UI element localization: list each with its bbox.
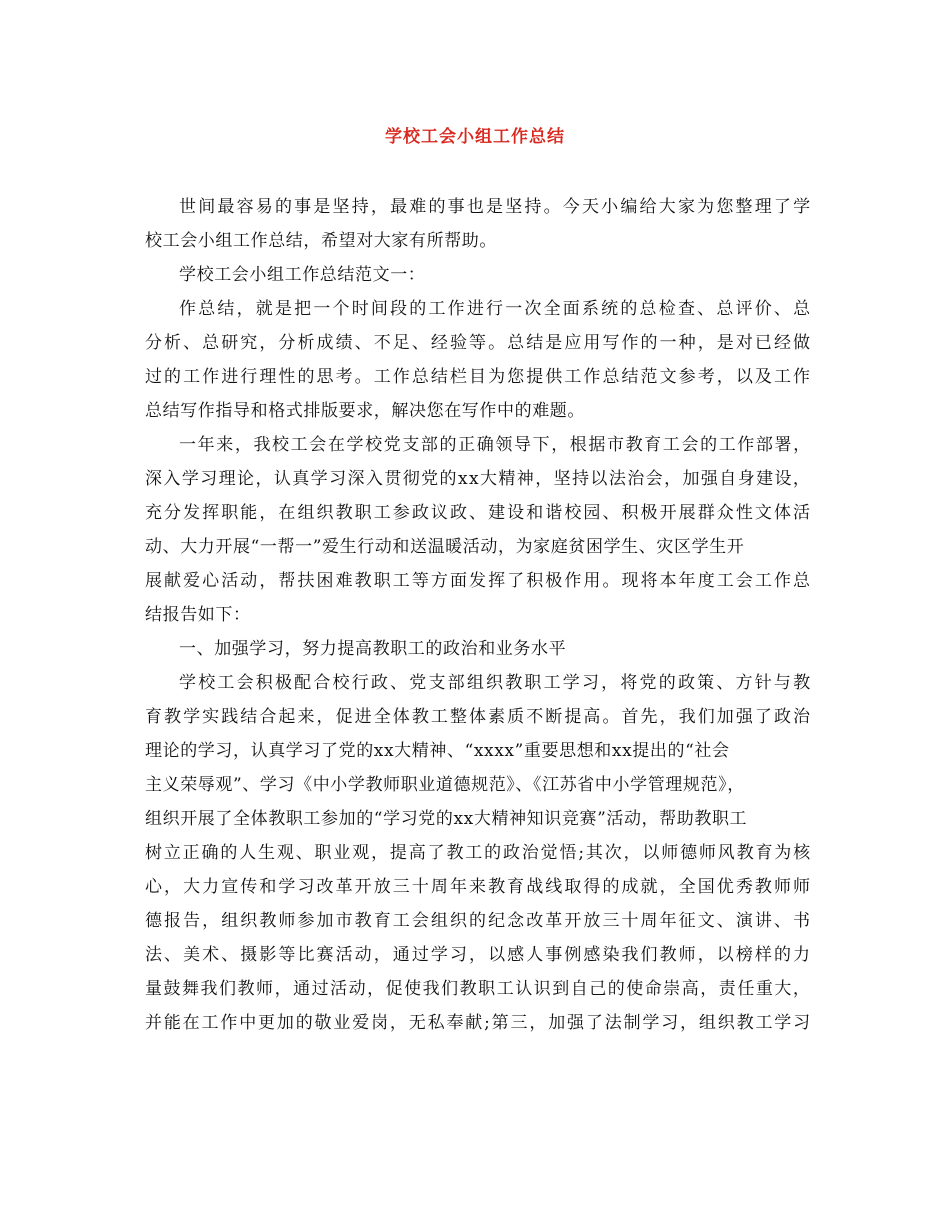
text-line: 分析、总研究，分析成绩、不足、经验等。总结是应用写作的一种，是对已经做 <box>145 333 813 353</box>
text-line: 总结写作指导和格式排版要求，解决您在写作中的难题。 <box>145 401 585 421</box>
text-line: 量鼓舞我们教师，通过活动，促使我们教职工认识到自己的使命崇高，责任重大， <box>145 979 812 999</box>
text-line: 结报告如下： <box>145 605 251 625</box>
text-line: 学校工会积极配合校行政、党支部组织教职工学习，将党的政策、方针与教 <box>179 673 813 693</box>
text-line: 深入学习理论，认真学习深入贯彻党的xx大精神，坚持以法治会，加强自身建设， <box>145 469 812 489</box>
text-line: 树立正确的人生观、职业观，提高了教工的政治觉悟;其次，以师德师风教育为核 <box>145 843 812 863</box>
text-line: 主义荣辱观”、学习《中小学教师职业道德规范》、《江苏省中小学管理规范》， <box>145 775 745 795</box>
text-line: 育教学实践结合起来，促进全体教工整体素质不断提高。首先，我们加强了政治 <box>145 707 813 727</box>
document-title: 学校工会小组工作总结 <box>385 127 565 147</box>
text-line: 心，大力宣传和学习改革开放三十周年来教育战线取得的成就，全国优秀教师师 <box>145 877 813 897</box>
text-line: 充分发挥职能，在组织教职工参政议政、建设和谐校园、积极开展群众性文体活 <box>145 503 813 523</box>
document-body <box>145 190 813 1040</box>
text-line: 学校工会小组工作总结范文一： <box>179 265 426 285</box>
text-line: 组织开展了全体教职工参加的“学习党的xx大精神知识竞赛”活动，帮助教职工 <box>145 809 748 829</box>
text-line: 动、大力开展“一帮一”爱生行动和送温暖活动，为家庭贫困学生、灾区学生开 <box>145 537 745 557</box>
text-line: 过的工作进行理性的思考。工作总结栏目为您提供工作总结范文参考，以及工作 <box>145 367 813 387</box>
text-line: 展献爱心活动，帮扶困难教职工等方面发挥了积极作用。现将本年度工会工作总 <box>145 571 813 591</box>
text-line: 世间最容易的事是坚持，最难的事也是坚持。今天小编给大家为您整理了学 <box>179 197 813 217</box>
text-line: 校工会小组工作总结，希望对大家有所帮助。 <box>145 231 497 251</box>
text-line: 一年来，我校工会在学校党支部的正确领导下，根据市教育工会的工作部署， <box>179 435 812 455</box>
text-line: 并能在工作中更加的敬业爱岗，无私奉献;第三，加强了法制学习，组织教工学习 <box>145 1013 812 1033</box>
text-line: 理论的学习，认真学习了党的xx大精神、“xxxx”重要思想和xx提出的“社会 <box>145 741 730 761</box>
text-line: 一、加强学习，努力提高教职工的政治和业务水平 <box>179 639 567 659</box>
text-line: 作总结，就是把一个时间段的工作进行一次全面系统的总检查、总评价、总 <box>179 299 813 319</box>
text-line: 德报告，组织教师参加市教育工会组织的纪念改革开放三十周年征文、演讲、书 <box>145 911 813 931</box>
text-line: 法、美术、摄影等比赛活动，通过学习，以感人事例感染我们教师，以榜样的力 <box>145 945 813 965</box>
